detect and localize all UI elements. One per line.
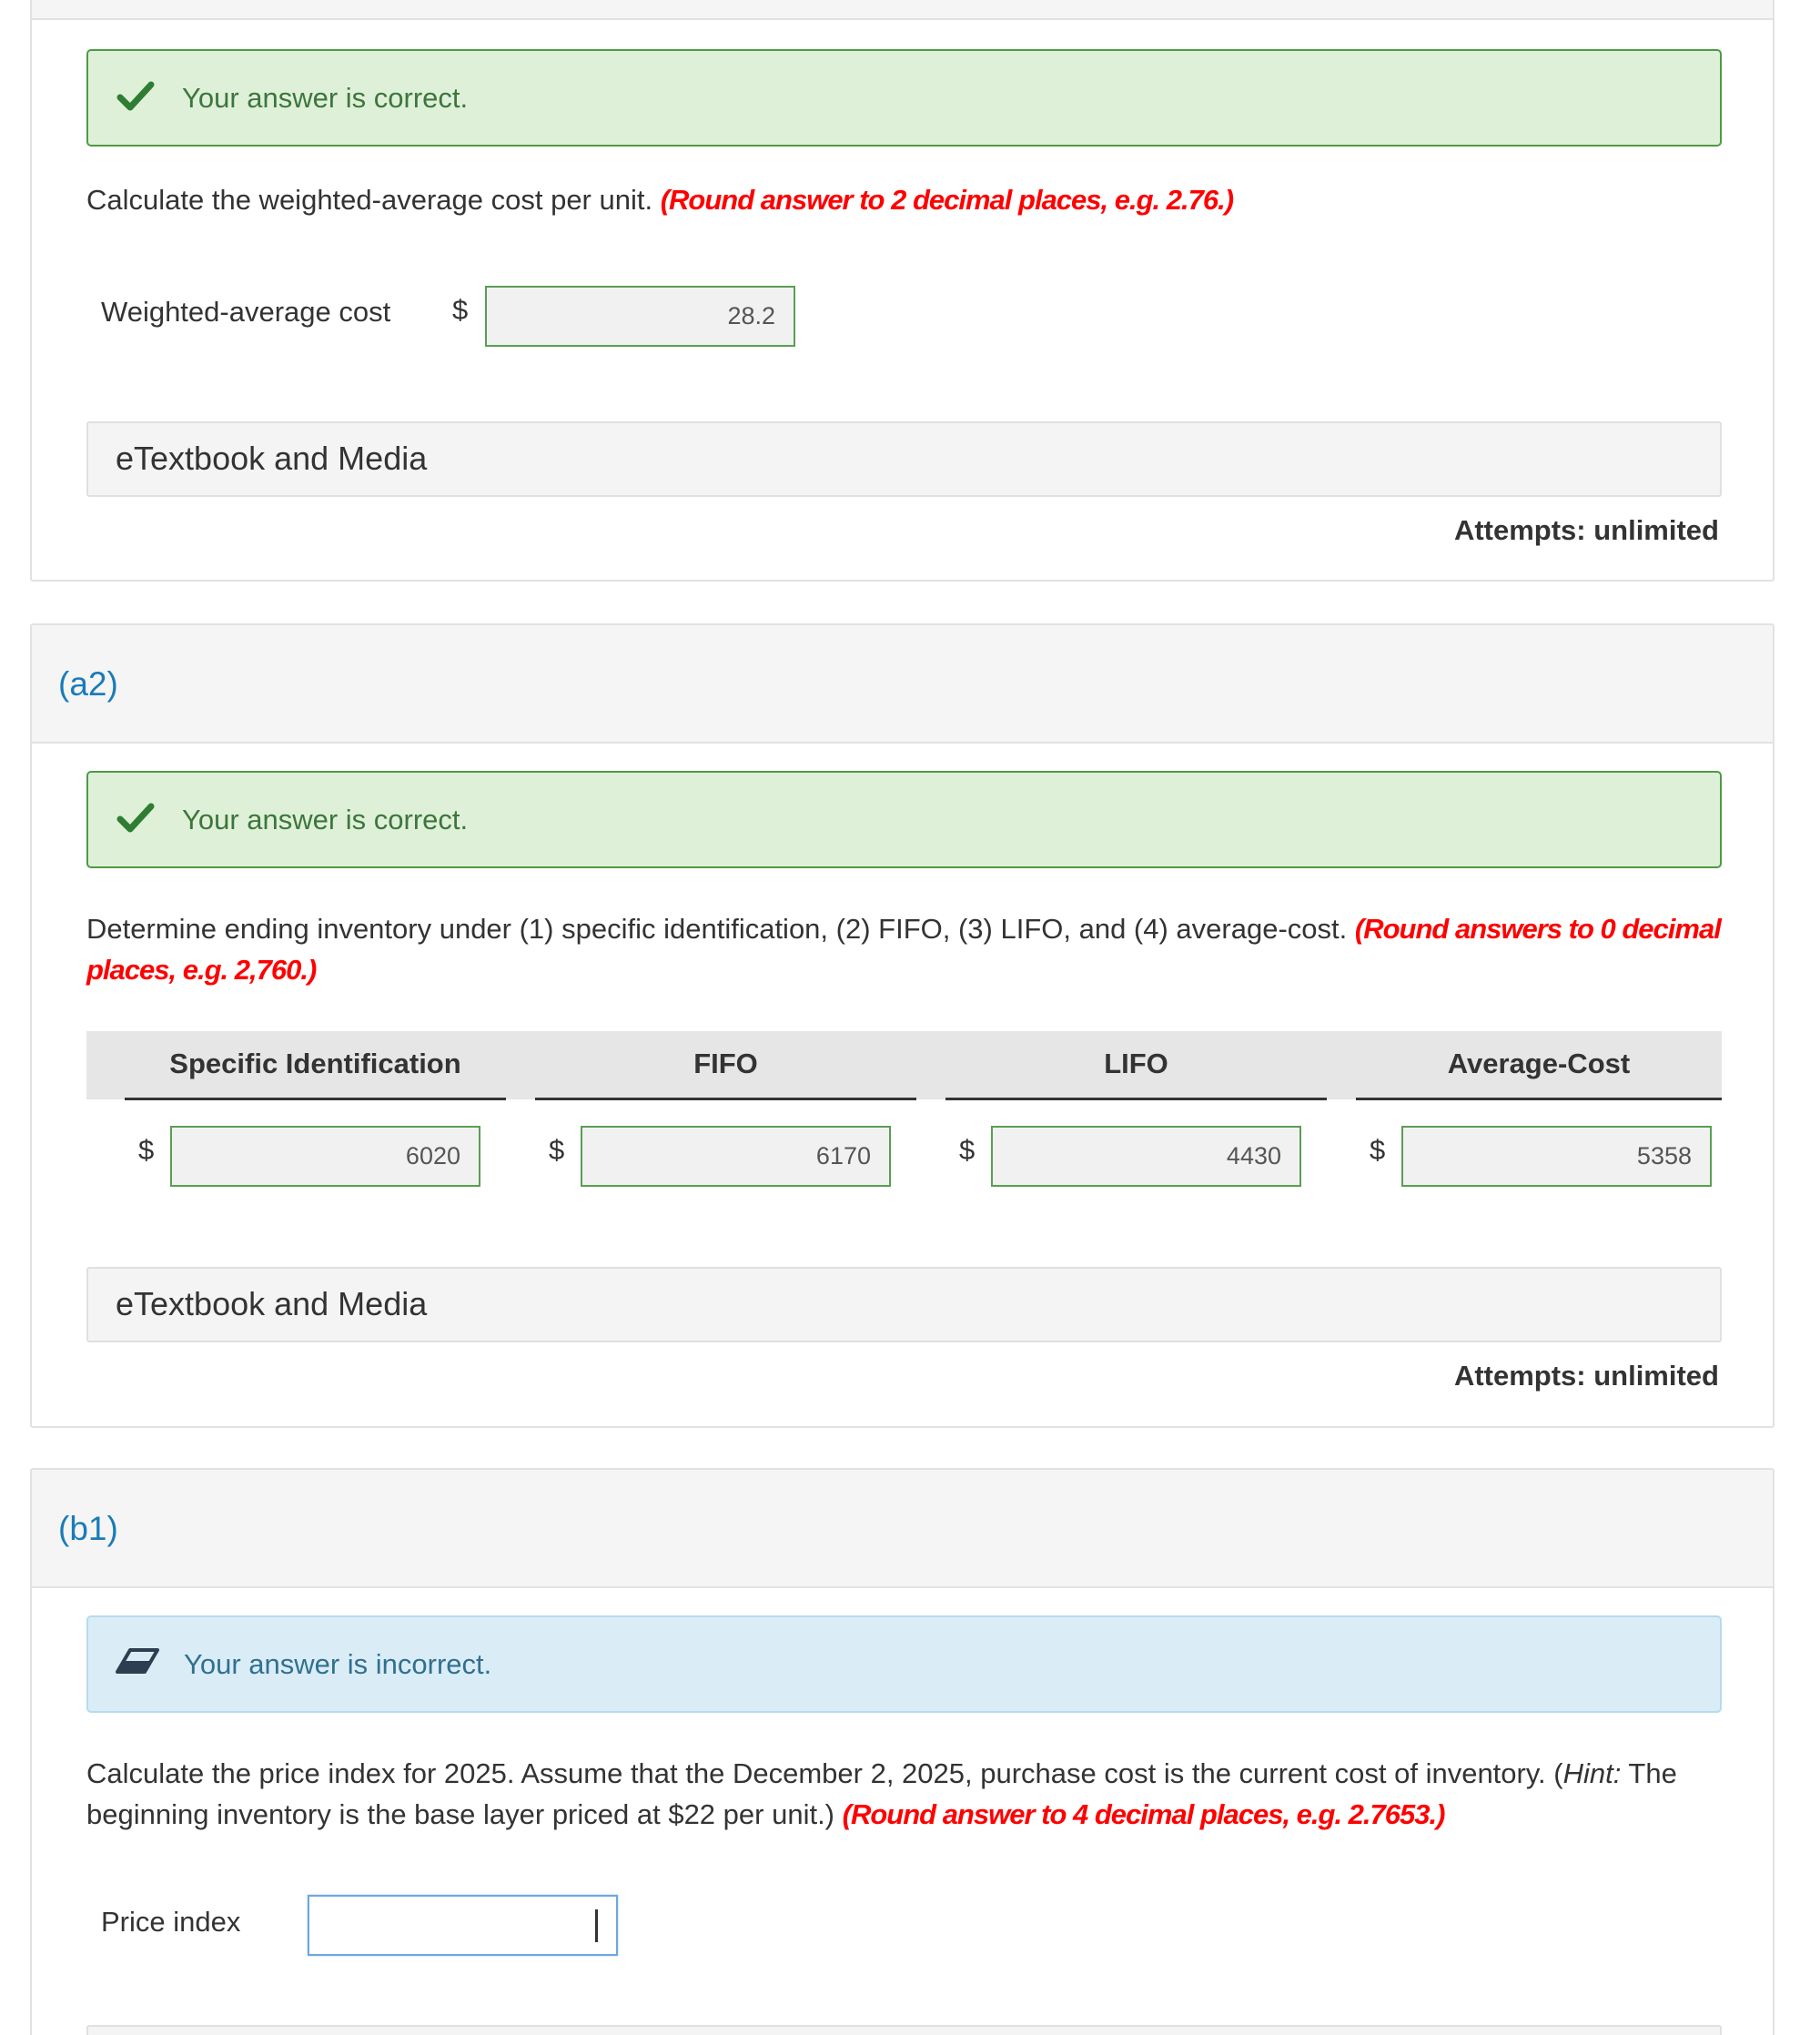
answer-value: 4430 [1226, 1142, 1281, 1169]
question-body: Calculate the weighted-average cost per unit. [86, 184, 653, 216]
question-body-continued: The beginning inventory is the base layer priced at $22 per unit.) [86, 1757, 1677, 1830]
column-divider [945, 1098, 1327, 1100]
column-divider [125, 1098, 506, 1100]
weighted-average-cost-label: Weighted-average cost [101, 296, 391, 328]
panel-header [32, 625, 1773, 744]
rounding-hint: (Round answer to 4 decimal places, e.g. 2.7653.) [842, 1798, 1445, 1830]
question-panel-b1 [30, 1468, 1774, 2035]
part-label: (b1) [58, 1510, 118, 1547]
column-divider [535, 1098, 916, 1100]
feedback-text: Your answer is incorrect. [184, 1648, 492, 1680]
currency-symbol: $ [452, 294, 469, 326]
question-text [86, 908, 1743, 990]
question-body: Calculate the price index for 2025. Assume that the December 2, 2025, purchase cost is the current cost of inventory. ( [86, 1757, 1563, 1789]
part-label: (a2) [58, 665, 118, 703]
incorrect-feedback-banner [86, 1615, 1722, 1713]
average-cost-input[interactable] [1401, 1126, 1712, 1187]
etextbook-media-button[interactable] [86, 1267, 1722, 1342]
feedback-text: Your answer is correct. [182, 82, 469, 114]
check-icon [116, 798, 156, 838]
question-panel-a1 [30, 0, 1774, 582]
specific-identification-input[interactable] [170, 1126, 480, 1187]
panel-header [32, 0, 1773, 20]
etextbook-label: eTextbook and Media [116, 1285, 428, 1322]
question-text [86, 1753, 1743, 1835]
feedback-text: Your answer is correct. [182, 804, 469, 835]
column-header-fifo: FIFO [693, 1048, 758, 1079]
price-index-label: Price index [101, 1906, 241, 1938]
column-header-average-cost: Average-Cost [1447, 1048, 1631, 1079]
rounding-hint: (Round answer to 2 decimal places, e.g. 2.76.) [660, 184, 1234, 216]
lifo-input[interactable] [991, 1126, 1301, 1187]
correct-feedback-banner [86, 771, 1722, 868]
attempts-info: Attempts: unlimited [1453, 1360, 1719, 1392]
correct-feedback-banner [86, 49, 1722, 147]
etextbook-media-button[interactable] [86, 2025, 1722, 2035]
currency-symbol: $ [1370, 1134, 1386, 1166]
etextbook-media-button[interactable] [86, 421, 1722, 497]
currency-symbol: $ [549, 1134, 565, 1166]
fifo-input[interactable] [581, 1126, 891, 1187]
attempts-info: Attempts: unlimited [1453, 514, 1719, 546]
question-text [86, 179, 1743, 220]
check-icon [116, 76, 156, 116]
rounding-hint: (Round answers to 0 decimal places, e.g. 2,760.) [86, 913, 1721, 986]
answer-value: 5358 [1636, 1142, 1692, 1169]
answer-value: 6020 [405, 1142, 460, 1169]
eraser-icon [116, 1643, 159, 1683]
question-body: Determine ending inventory under (1) specific identification, (2) FIFO, (3) LIFO, and (4) average-cost. [86, 913, 1348, 945]
hint-word: Hint: [1562, 1757, 1622, 1789]
answer-value: 28.2 [727, 302, 775, 329]
panel-header [32, 1470, 1773, 1588]
currency-symbol: $ [138, 1134, 155, 1166]
text-cursor [595, 1909, 598, 1942]
answer-value: 6170 [815, 1142, 871, 1169]
currency-symbol: $ [959, 1134, 976, 1166]
weighted-average-cost-input[interactable] [485, 286, 795, 347]
column-header-specific-identification: Specific Identification [169, 1048, 461, 1079]
question-panel-a2 [30, 623, 1774, 1428]
column-header-lifo: LIFO [1104, 1048, 1168, 1079]
price-index-input[interactable] [308, 1895, 618, 1956]
etextbook-label: eTextbook and Media [116, 440, 428, 477]
column-divider [1356, 1098, 1722, 1100]
